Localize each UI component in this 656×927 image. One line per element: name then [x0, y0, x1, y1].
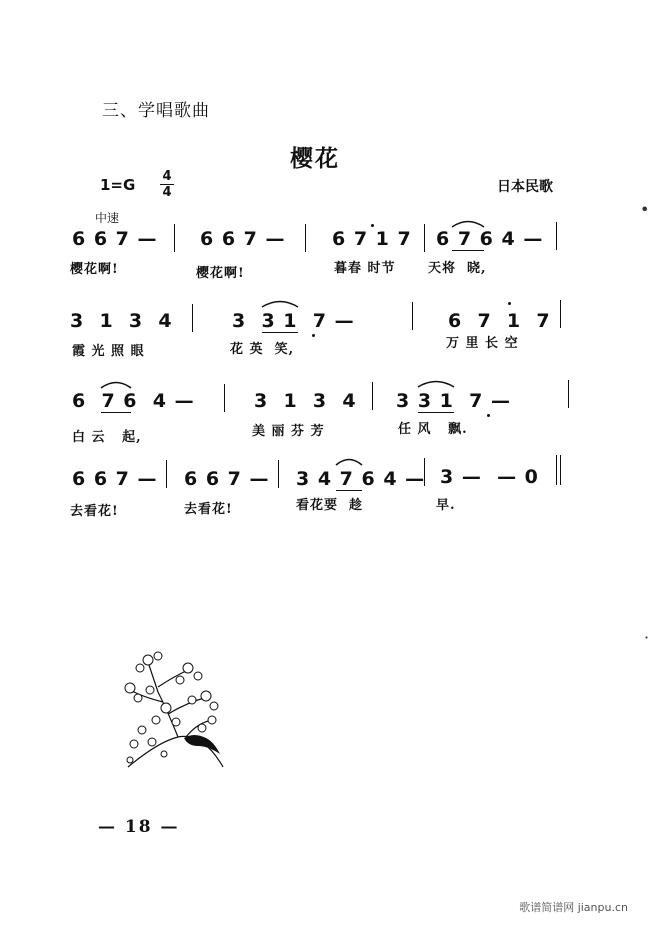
staff-4-measure-3-lyrics: 看花要 趁	[296, 498, 364, 513]
staff-1-measure-3-lyrics: 暮春 时节	[334, 261, 396, 276]
barline	[166, 460, 167, 488]
eighth-note-underline	[262, 332, 298, 333]
scan-artifact: •	[640, 200, 650, 219]
section-heading: 三、学唱歌曲	[102, 101, 210, 121]
staff-3-measure-3-notes: 3 3 1 7 —	[396, 390, 511, 412]
slur-mark	[260, 298, 300, 308]
time-signature	[160, 170, 174, 199]
tempo-marking: 中速	[95, 211, 120, 225]
slur-mark	[416, 378, 456, 388]
staff-2-measure-1-notes: 3 1 3 4	[70, 310, 173, 332]
song-title: 樱花	[290, 145, 340, 172]
staff-2-measure-3-lyrics: 万 里 长 空	[446, 336, 519, 351]
watermark: 歌谱简谱网 jianpu.cn	[519, 901, 628, 914]
barline	[424, 458, 425, 486]
staff-1-measure-4-notes: 6 7 6 4 —	[436, 228, 544, 250]
barline	[278, 460, 279, 488]
staff-1-measure-1-notes: 6 6 7 —	[72, 228, 158, 250]
slur-mark	[334, 456, 364, 466]
barline	[556, 222, 557, 250]
staff-4-measure-1-lyrics: 去看花!	[70, 504, 119, 519]
low-octave-dot	[312, 334, 315, 337]
barline	[192, 304, 193, 332]
staff-1-measure-4-lyrics: 天将 晓,	[428, 261, 487, 276]
staff-4-measure-1-notes: 6 6 7 —	[72, 468, 158, 490]
high-octave-dot	[371, 224, 374, 227]
barline	[372, 382, 373, 410]
high-octave-dot	[508, 302, 511, 305]
staff-3-measure-1-lyrics: 白 云 起,	[72, 430, 142, 445]
staff-1-measure-2-notes: 6 6 7 —	[200, 228, 286, 250]
staff-4-measure-2-notes: 6 6 7 —	[184, 468, 270, 490]
time-signature-bottom: 4	[162, 185, 172, 200]
page-number: — 18 —	[98, 817, 180, 837]
staff-1-measure-3-notes: 6 7 1 7	[332, 228, 412, 250]
slur-mark	[450, 218, 486, 228]
staff-4-measure-3-notes: 3 4 7 6 4 —	[296, 468, 426, 490]
eighth-note-underline	[101, 412, 131, 413]
low-octave-dot	[487, 414, 490, 417]
staff-1-measure-2-lyrics: 樱花啊!	[196, 266, 245, 281]
song-origin: 日本民歌	[497, 179, 553, 195]
barline	[424, 224, 425, 252]
barline	[568, 380, 569, 408]
staff-4-measure-2-lyrics: 去看花!	[184, 502, 233, 517]
barline	[305, 224, 306, 252]
barline	[412, 302, 413, 330]
staff-3-measure-3-lyrics: 任 风 飘.	[398, 422, 468, 437]
barline	[224, 384, 225, 412]
scan-artifact: ·	[644, 628, 650, 647]
staff-2-measure-2-lyrics: 花 英 笑,	[230, 342, 295, 357]
time-signature-top: 4	[162, 169, 172, 184]
staff-3-measure-1-notes: 6 7 6 4 —	[72, 390, 195, 412]
barline	[560, 300, 561, 328]
staff-4-measure-4-notes: 3 — — 0	[440, 466, 539, 488]
eighth-note-underline	[452, 250, 484, 251]
staff-3-measure-2-notes: 3 1 3 4	[254, 390, 357, 412]
eighth-note-underline	[418, 412, 454, 413]
staff-3-measure-2-lyrics: 美 丽 芬 芳	[252, 424, 325, 439]
key-signature: 1=G	[100, 176, 136, 194]
final-double-barline	[556, 455, 561, 485]
staff-4-measure-4-lyrics: 早.	[436, 498, 456, 513]
cherry-blossom-illustration	[118, 642, 228, 772]
staff-1-measure-1-lyrics: 樱花啊!	[70, 262, 119, 277]
eighth-note-underline	[336, 490, 362, 491]
barline	[174, 224, 175, 252]
staff-2-measure-1-lyrics: 霞 光 照 眼	[72, 344, 145, 359]
slur-mark	[99, 379, 133, 389]
staff-2-measure-3-notes: 6 7 1 7	[448, 310, 551, 332]
staff-2-measure-2-notes: 3 3 1 7 —	[232, 310, 355, 332]
